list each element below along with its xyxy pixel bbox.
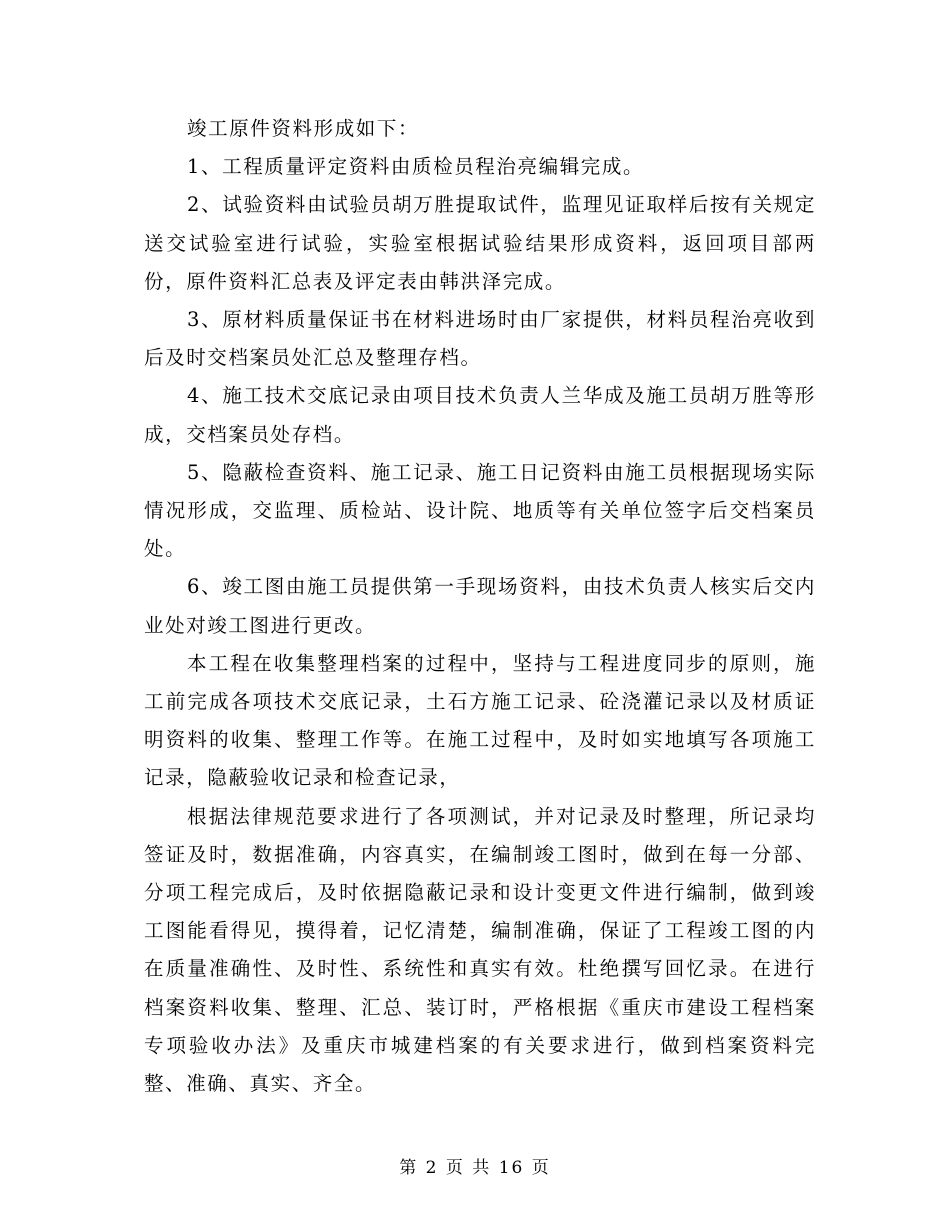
paragraph-item-4: 4、施工技术交底记录由项目技术负责人兰华成及施工员胡万胜等形成，交档案员处存档。: [144, 384, 816, 446]
paragraph-process: 本工程在收集整理档案的过程中，坚持与工程进度同步的原则，施工前完成各项技术交底记录，土石方施工记录、砼浇灌记录以及材质证明资料的收集、整理工作等。在施工过程中，及时如实地填写各项施工记录，隐蔽验收记录和检查记录，: [144, 651, 816, 790]
paragraph-item-3: 3、原材料质量保证书在材料进场时由厂家提供，材料员程治亮收到后及时交档案员处汇总及整理存档。: [144, 308, 816, 370]
paragraph-intro: 竣工原件资料形成如下：: [187, 117, 420, 140]
paragraph-item-1: 1、工程质量评定资料由质检员程治亮编辑完成。: [187, 155, 645, 179]
paragraph-item-5: 5、隐蔽检查资料、施工记录、施工日记资料由施工员根据现场实际情况形成，交监理、质检站、设计院、地质等有关单位签字后交档案员处。: [144, 460, 816, 561]
paragraph-item-6: 6、竣工图由施工员提供第一手现场资料，由技术负责人核实后交内业处对竣工图进行更改。: [144, 575, 816, 637]
paragraph-item-2: 2、试验资料由试验员胡万胜提取试件，监理见证取样后按有关规定送交试验室进行试验，实验室根据试验结果形成资料，返回项目部两份，原件资料汇总表及评定表由韩洪泽完成。: [144, 193, 816, 293]
paragraph-conclusion: 根据法律规范要求进行了各项测试，并对记录及时整理，所记录均签证及时，数据准确，内容真实，在编制竣工图时，做到在每一分部、分项工程完成后，及时依据隐蔽记录和设计变更文件进行编制，做到竣工图能看得见，摸得着，记忆清楚，编制准确，保证了工程竣工图的内在质量准确性、及时性、系统性和真实有效。杜绝撰写回忆录。在进行档案资料收集、整理、汇总、装订时，严格根据《重庆市建设工程档案专项验收办法》及重庆市城建档案的有关要求进行，做到档案资料完整、准确、真实、齐全。: [144, 804, 816, 1096]
page-number-footer: 第 2 页 共 16 页: [399, 1158, 551, 1178]
document-body: [144, 110, 816, 1103]
